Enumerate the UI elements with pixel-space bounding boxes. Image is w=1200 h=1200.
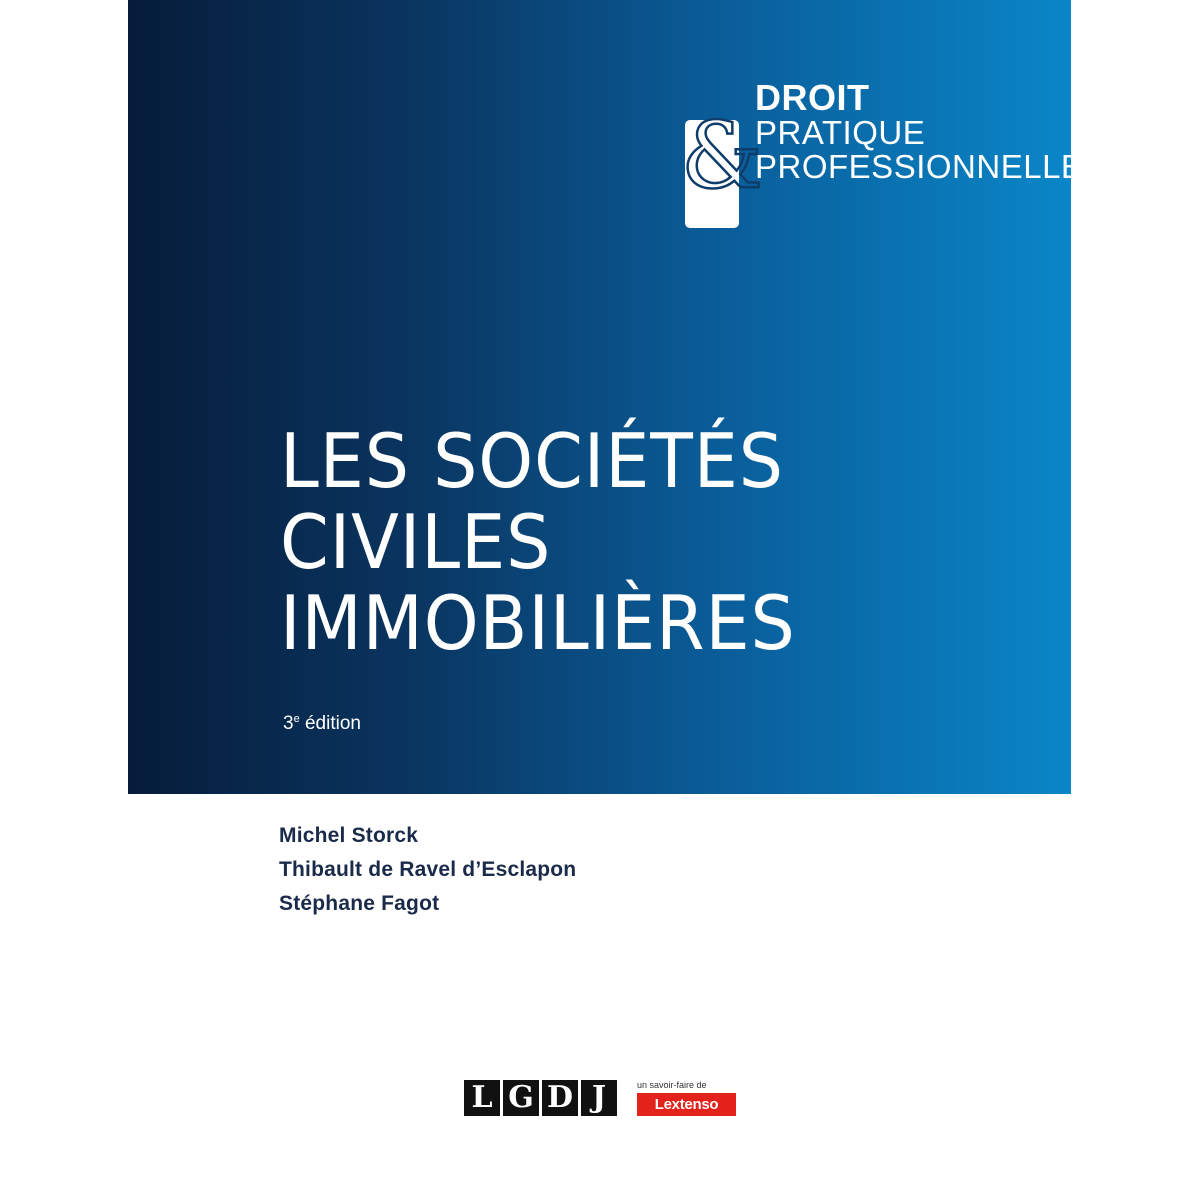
lgdj-letter: L [464, 1080, 500, 1116]
publisher-tagline: un savoir-faire de [637, 1080, 707, 1090]
author-name: Stéphane Fagot [279, 892, 440, 915]
edition-text: édition [304, 713, 361, 734]
edition-label [283, 708, 361, 735]
lgdj-letter: G [503, 1080, 539, 1116]
lextenso-logo: Lextenso [637, 1093, 736, 1116]
series-name [755, 77, 1084, 185]
ampersand-icon: & [681, 102, 763, 209]
author-name: Michel Storck [279, 824, 419, 847]
cover-band [128, 0, 1084, 794]
title-line-1: LES SOCIÉTÉS [280, 417, 785, 505]
lgdj-logo [464, 1080, 617, 1116]
lgdj-letter: D [542, 1080, 578, 1116]
series-line-2: PRATIQUE [755, 114, 926, 151]
author-list [279, 819, 576, 921]
series-line-3: PROFESSIONNELLE [755, 148, 1084, 185]
lgdj-letter: J [581, 1080, 617, 1116]
author-name: Thibault de Ravel d’Esclapon [279, 858, 577, 881]
edition-suffix: e [293, 713, 300, 725]
edition-number: 3 [283, 713, 294, 734]
title-line-3: IMMOBILIÈRES [280, 579, 796, 667]
series-line-1: DROIT [755, 77, 870, 118]
book-title [280, 417, 835, 667]
title-line-2: CIVILES [280, 498, 552, 586]
